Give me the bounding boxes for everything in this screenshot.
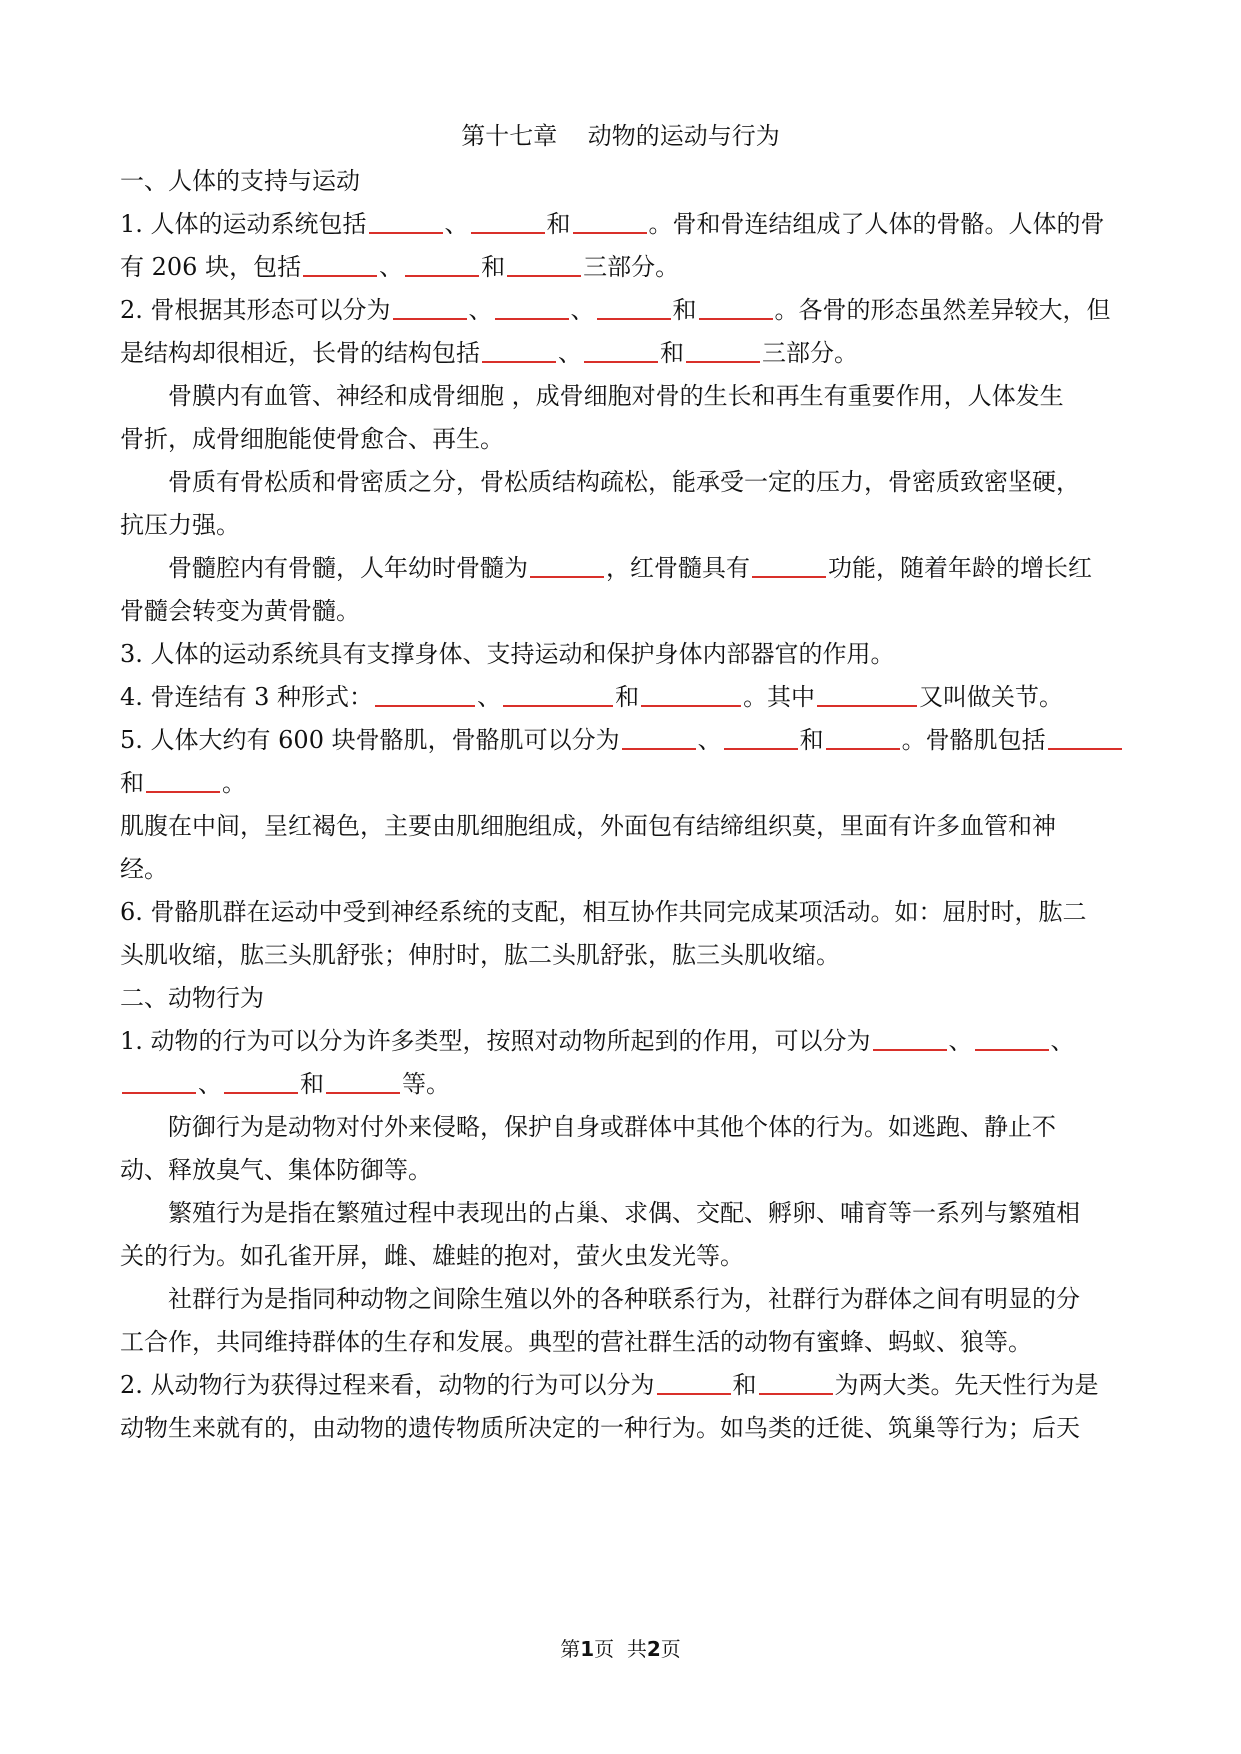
fill-blank[interactable] — [1048, 722, 1122, 750]
fill-blank[interactable] — [507, 249, 581, 277]
paragraph-periosteum-cont: 骨折，成骨细胞能使骨愈合、再生。 — [120, 425, 504, 453]
total-page-number: 2 — [646, 1637, 661, 1661]
paragraph-reproduction-cont: 关的行为。如孔雀开屏，雌、雄蛙的抱对，萤火虫发光等。 — [120, 1242, 744, 1270]
paragraph-bone-marrow-cont: 骨髓会转变为黄骨髓。 — [120, 597, 360, 625]
fill-blank[interactable] — [699, 292, 773, 320]
question-2-line-1: 2. 骨根据其形态可以分为 、 、 和 。各骨的形态虽然差异较大，但 — [120, 292, 1120, 328]
paragraph-bone-marrow: 骨髓腔内有骨髓，人年幼时骨髓为 ，红骨髓具有 功能，随着年龄的增长红 — [168, 550, 1120, 586]
paragraph-reproduction: 繁殖行为是指在繁殖过程中表现出的占巢、求偶、交配、孵卵、哺育等一系列与繁殖相 — [168, 1199, 1080, 1227]
statement-6-line-2: 头肌收缩，肱三头肌舒张；伸肘时，肱二头肌舒张，肱三头肌收缩。 — [120, 941, 840, 969]
fill-blank[interactable] — [759, 1367, 833, 1395]
behavior-question-1-line-1: 1. 动物的行为可以分为许多类型，按照对动物所起到的作用，可以分为 、 、 — [120, 1023, 1120, 1059]
fill-blank[interactable] — [326, 1066, 400, 1094]
fill-blank[interactable] — [224, 1066, 298, 1094]
behavior-question-2-line-1: 2. 从动物行为获得过程来看，动物的行为可以分为 和 为两大类。先天性行为是 — [120, 1367, 1120, 1403]
fill-blank[interactable] — [657, 1367, 731, 1395]
fill-blank[interactable] — [482, 335, 556, 363]
question-1-line-2: 有 206 块，包括 、 和 三部分。 — [120, 249, 1120, 285]
fill-blank[interactable] — [393, 292, 467, 320]
fill-blank[interactable] — [303, 249, 377, 277]
question-2-line-2: 是结构却很相近，长骨的结构包括 、 和 三部分。 — [120, 335, 1120, 371]
statement-3: 3. 人体的运动系统具有支撑身体、支持运动和保护身体内部器官的作用。 — [120, 640, 895, 668]
behavior-question-1-line-2: 、 和 等。 — [120, 1066, 1120, 1102]
question-1-line-1: 1. 人体的运动系统包括 、 和 。骨和骨连结组成了人体的骨骼。人体的骨 — [120, 206, 1120, 242]
fill-blank[interactable] — [405, 249, 479, 277]
paragraph-social-cont: 工合作，共同维持群体的生存和发展。典型的营社群生活的动物有蜜蜂、蚂蚁、狼等。 — [120, 1328, 1032, 1356]
fill-blank[interactable] — [495, 292, 569, 320]
behavior-question-2-line-2: 动物生来就有的，由动物的遗传物质所决定的一种行为。如鸟类的迁徙、筑巢等行为；后天 — [120, 1414, 1080, 1442]
fill-blank[interactable] — [375, 679, 475, 707]
fill-blank[interactable] — [584, 335, 658, 363]
fill-blank[interactable] — [686, 335, 760, 363]
fill-blank[interactable] — [122, 1066, 196, 1094]
question-5-line-1: 5. 人体大约有 600 块骨骼肌，骨骼肌可以分为 、 和 。骨骼肌包括 — [120, 722, 1120, 758]
fill-blank[interactable] — [817, 679, 917, 707]
fill-blank[interactable] — [597, 292, 671, 320]
statement-6-line-1: 6. 骨骼肌群在运动中受到神经系统的支配，相互协作共同完成某项活动。如：屈肘时，肱二 — [120, 898, 1087, 926]
paragraph-social: 社群行为是指同种动物之间除生殖以外的各种联系行为，社群行为群体之间有明显的分 — [168, 1285, 1080, 1313]
question-5-line-2: 和 。 — [120, 765, 1120, 801]
paragraph-defense: 防御行为是动物对付外来侵略，保护自身或群体中其他个体的行为。如逃跑、静止不 — [168, 1113, 1056, 1141]
paragraph-muscle-belly: 肌腹在中间，呈红褐色，主要由肌细胞组成，外面包有结缔组织莫，里面有许多血管和神 — [120, 812, 1056, 840]
paragraph-muscle-belly-cont: 经。 — [120, 855, 168, 883]
fill-blank[interactable] — [826, 722, 900, 750]
section-heading-2: 二、动物行为 — [120, 984, 264, 1012]
fill-blank[interactable] — [503, 679, 613, 707]
fill-blank[interactable] — [530, 550, 604, 578]
question-4: 4. 骨连结有 3 种形式： 、 和 。其中 又叫做关节。 — [120, 679, 1120, 715]
fill-blank[interactable] — [573, 206, 647, 234]
paragraph-defense-cont: 动、释放臭气、集体防御等。 — [120, 1156, 432, 1184]
fill-blank[interactable] — [641, 679, 741, 707]
fill-blank[interactable] — [622, 722, 696, 750]
paragraph-periosteum: 骨膜内有血管、神经和成骨细胞 ，成骨细胞对骨的生长和再生有重要作用，人体发生 — [168, 382, 1064, 410]
fill-blank[interactable] — [146, 765, 220, 793]
fill-blank[interactable] — [471, 206, 545, 234]
fill-blank[interactable] — [369, 206, 443, 234]
fill-blank[interactable] — [873, 1023, 947, 1051]
current-page-number: 1 — [580, 1637, 595, 1661]
section-heading-1: 一、人体的支持与运动 — [120, 167, 360, 195]
fill-blank[interactable] — [724, 722, 798, 750]
chapter-title: 第十七章 动物的运动与行为 — [461, 122, 780, 150]
fill-blank[interactable] — [975, 1023, 1049, 1051]
fill-blank[interactable] — [752, 550, 826, 578]
paragraph-bone-substance: 骨质有骨松质和骨密质之分，骨松质结构疏松，能承受一定的压力，骨密质致密坚硬， — [168, 468, 1080, 496]
page-footer: 第1页 共2页 — [560, 1637, 681, 1661]
paragraph-bone-substance-cont: 抗压力强。 — [120, 511, 240, 539]
